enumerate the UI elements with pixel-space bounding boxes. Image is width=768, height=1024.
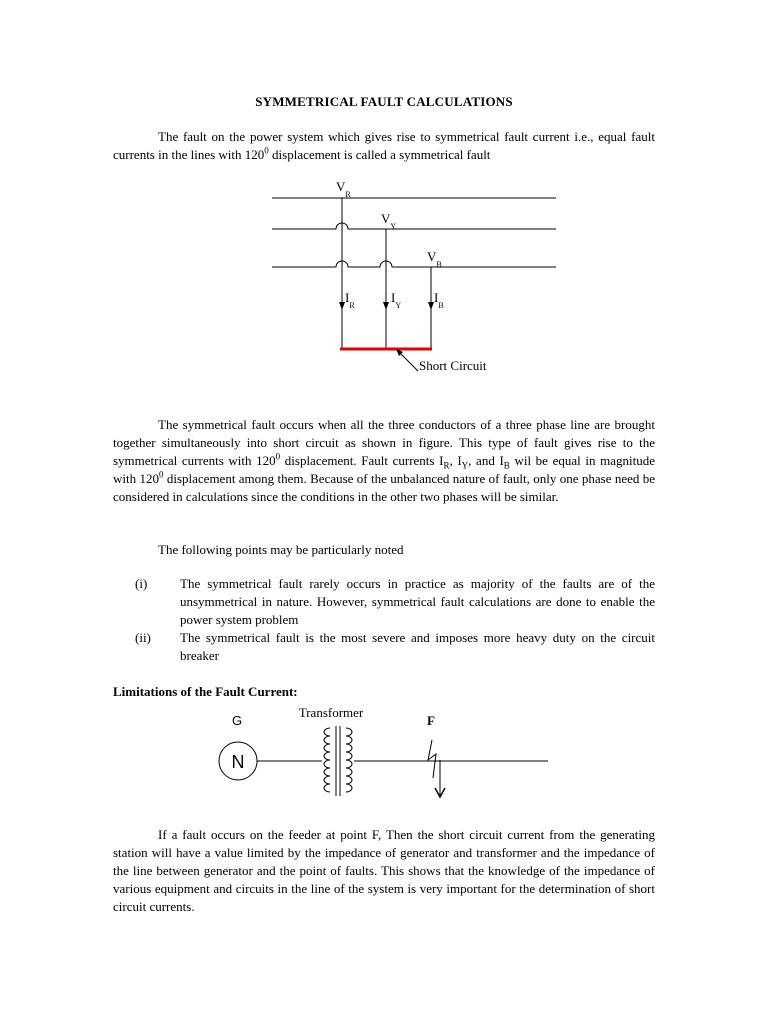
fault-label: F bbox=[427, 713, 435, 728]
p2-text-f: displacement among them. Because of the unbalanced nature of fault, only one phase need be considered in calculations since the conditions in the other two phases will be similar. bbox=[113, 471, 655, 504]
fault-zigzag-icon bbox=[428, 740, 436, 778]
intro-text-b: displacement is called a symmetrical fault bbox=[268, 147, 491, 162]
label-iy: $I_Y$ bbox=[391, 290, 402, 310]
line-b bbox=[272, 261, 556, 267]
p2-sub-b: B bbox=[503, 460, 510, 471]
list-item-number: (i) bbox=[135, 576, 148, 591]
label-vy: $V_Y$ bbox=[381, 211, 397, 231]
p2-sub-y: Y bbox=[461, 460, 469, 471]
list-item-text: The symmetrical fault is the most severe and imposes more heavy duty on the circuit breaker bbox=[180, 630, 655, 663]
list-item-text: The symmetrical fault rarely occurs in practice as majority of the faults are of the unsymmetrical in nature. However, symmetrical fault calculations are done to enable the power system problem bbox=[180, 576, 655, 627]
p2-text-e: wil be equal in magnitude with 120 bbox=[113, 453, 655, 486]
p2-text-a: The symmetrical fault occurs when all the three conductors of a three phase line are brought together simultaneously into short circuit as shown in figure. This type of fault gives rise to the symmetrical currents with 120 bbox=[113, 417, 655, 468]
arrow-iy bbox=[383, 302, 389, 310]
p2-degree-2: 0 bbox=[158, 469, 164, 480]
generator-label: G bbox=[231, 713, 243, 728]
p2-text-c: , I bbox=[449, 453, 462, 468]
list-item-number: (ii) bbox=[135, 630, 151, 645]
intro-text-a: The fault on the power system which gives rise to symmetrical fault current i.e., equal fault currents in the lines with 120 bbox=[113, 129, 655, 162]
label-vb: $V_B$ bbox=[427, 249, 442, 269]
transformer-label: Transformer bbox=[298, 705, 364, 720]
label-vr: $V_R$ bbox=[336, 179, 351, 199]
symmetrical-fault-paragraph bbox=[113, 416, 655, 506]
noted-line: The following points may be particularly noted bbox=[158, 542, 404, 557]
p2-sub-r: R bbox=[443, 460, 450, 471]
generator-symbol: N bbox=[231, 752, 245, 772]
label-ir: $I_R$ bbox=[345, 290, 355, 310]
transformer-primary-coil bbox=[324, 728, 330, 792]
fault-current-diagram bbox=[219, 705, 548, 797]
short-circuit-label: Short Circuit bbox=[419, 358, 487, 373]
p2-text-b: displacement. Fault currents I bbox=[280, 453, 444, 468]
label-ib: $I_B$ bbox=[434, 290, 444, 310]
intro-degree: 0 bbox=[264, 145, 269, 156]
p2-text-d: , and I bbox=[468, 453, 504, 468]
p2-degree-1: 0 bbox=[275, 451, 281, 462]
closing-paragraph: If a fault occurs on the feeder at point F, Then the short circuit current from the generating station will have a value limited by the impedance of generator and transformer and the impedance of the line between generator and the point of faults. This shows that the knowledge of the impedance of various equipment and circuits in the line of the system is very important for the determination of short circuit currents. bbox=[113, 827, 655, 914]
page-title: SYMMETRICAL FAULT CALCULATIONS bbox=[255, 94, 513, 109]
limitations-heading: Limitations of the Fault Current: bbox=[113, 684, 298, 699]
transformer-secondary-coil bbox=[346, 728, 352, 792]
line-y bbox=[272, 223, 556, 229]
